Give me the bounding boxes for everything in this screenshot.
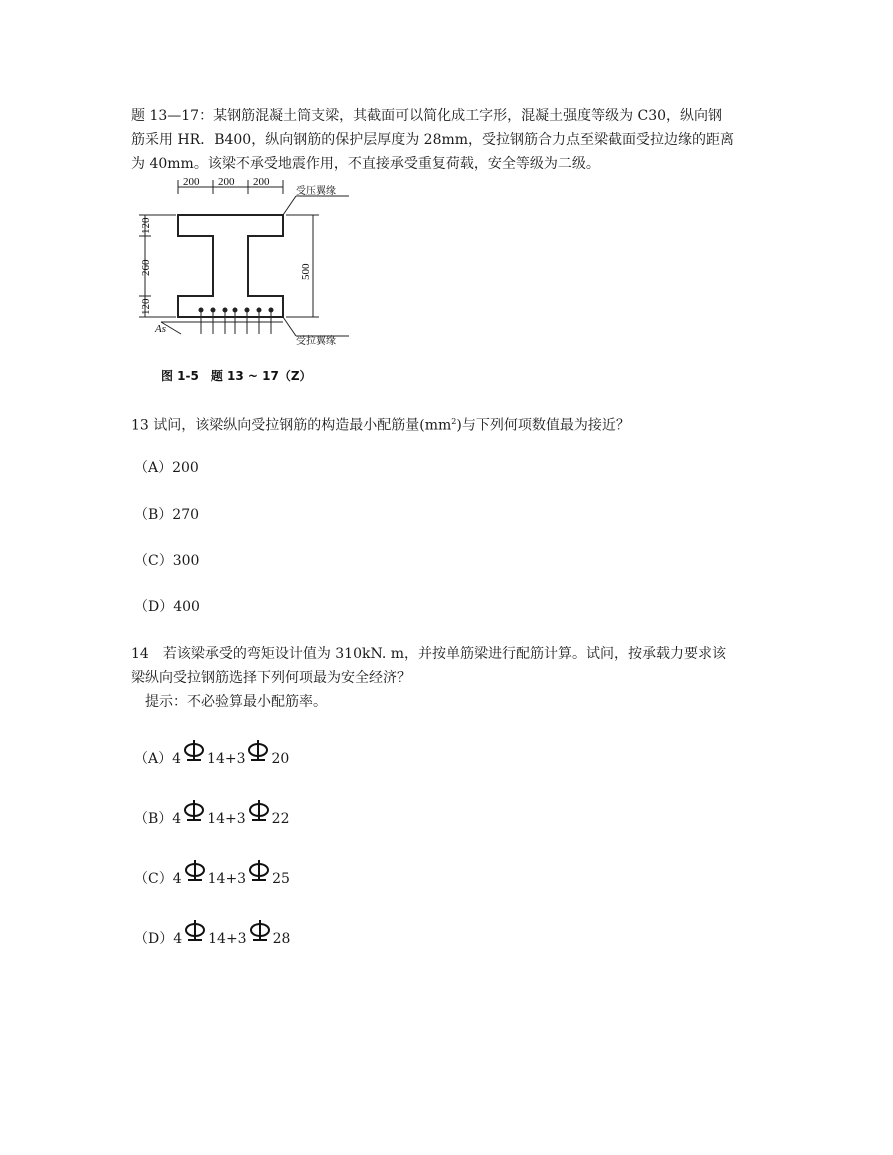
hrb400-rebar-icon [248,859,270,881]
q13-stem-pre: 13 试问，该梁纵向受拉钢筋的构造最小配筋量(mm [131,417,452,434]
label-as: As [155,323,166,335]
q14-line-2: 梁纵向受拉钢筋选择下列何项最为安全经济？ [131,670,411,686]
q14-option-d-label: （D）4 [134,931,183,947]
q14-option-b-end: 22 [271,811,290,827]
q14-option-a-label: （A）4 [134,751,182,767]
dim-left-2: 260 [140,259,152,276]
hrb400-rebar-icon [183,799,205,821]
q14-option-c-label: （C）4 [134,871,182,887]
q14-option-c-mid: 14+3 [207,871,247,887]
hrb400-rebar-icon [249,919,271,941]
q13-option-c[interactable]: （C）300 [134,553,200,569]
hrb400-rebar-icon [247,739,269,761]
dim-left-3: 120 [140,298,152,315]
figure-caption: 图 1-5 题 13 ~ 17（Z） [161,369,312,383]
q14-option-a-mid: 14+3 [207,751,246,767]
i-beam-section-figure [131,172,371,390]
q13-option-d[interactable]: （D）400 [134,599,200,615]
dim-left-1: 120 [140,217,152,234]
q14-option-d-mid: 14+3 [208,931,247,947]
q14-line-1: 14 若该梁承受的弯矩设计值为 310kN. m，并按单筋梁进行配筋计算。试问，按承载力要求该 [131,646,726,662]
dim-right: 500 [300,263,312,280]
intro-line-1: 题 13—17：某钢筋混凝土筒支梁，其截面可以简化成工字形，混凝土强度等级为 C30，纵向钢 [131,108,723,124]
q14-option-b[interactable] [134,807,289,829]
hrb400-rebar-icon [184,919,206,941]
q14-option-d[interactable] [134,927,290,949]
dim-top-3: 200 [253,176,270,188]
intro-line-2: 筋采用 HR．B400，纵向钢筋的保护层厚度为 28mm，受拉钢筋合力点至梁截面受拉边缘的距离 [131,132,735,148]
q14-option-b-label: （B）4 [134,811,182,827]
q13-stem-sup: 2 [451,417,457,426]
q14-option-c[interactable] [134,867,290,889]
hrb400-rebar-icon [184,859,206,881]
problem-intro [131,104,734,176]
q14-option-d-end: 28 [272,931,291,947]
dim-top-2: 200 [218,176,235,188]
intro-line-3: 为 40mm。该梁不承受地震作用，不直接承受重复荷载，安全等级为二级。 [131,156,600,172]
q13-stem-post: )与下列何项数值最为接近？ [456,417,630,434]
q14-stem [131,642,726,714]
q13-option-b[interactable]: （B）270 [134,507,200,523]
q14-option-b-mid: 14+3 [207,811,246,827]
q13-option-a[interactable]: （A）200 [134,460,199,476]
dim-top-1: 200 [183,176,200,188]
hrb400-rebar-icon [183,739,205,761]
q14-option-a-end: 20 [271,751,290,767]
q13-stem [131,412,630,436]
q14-option-c-end: 25 [272,871,290,887]
hrb400-rebar-icon [248,799,270,821]
label-compression-flange: 受压翼缘 [296,186,336,197]
q14-hint: 提示：不必验算最小配筋率。 [131,694,327,710]
label-tension-flange: 受拉翼缘 [296,336,336,347]
q14-option-a[interactable] [134,747,289,769]
